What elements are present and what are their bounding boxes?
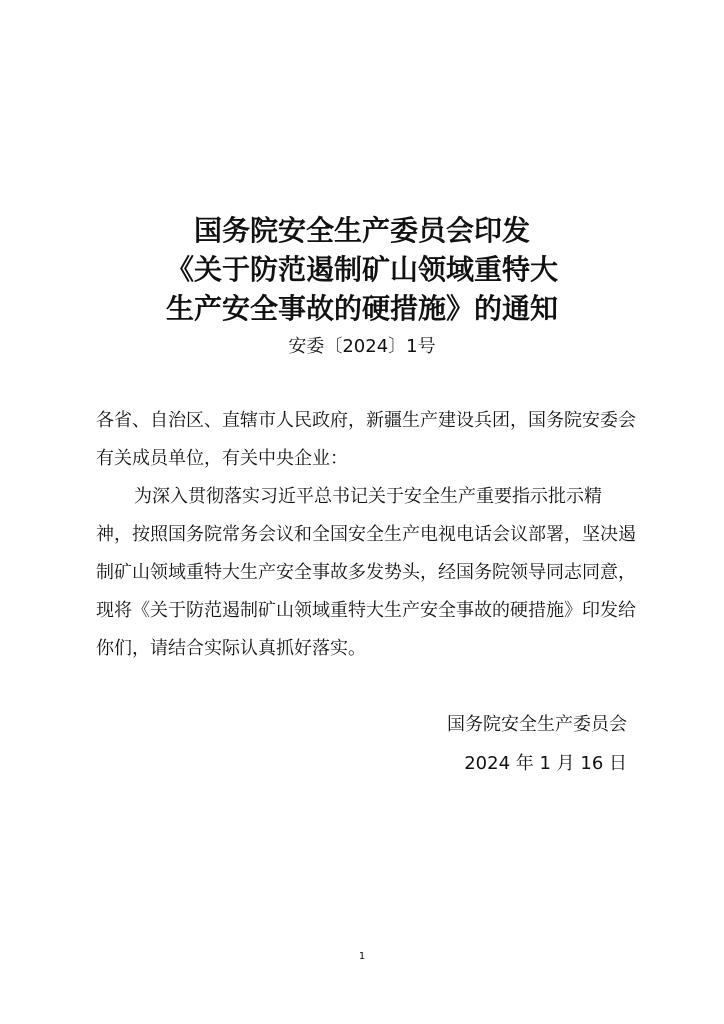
- document-number: 安委〔2024〕1号: [288, 336, 436, 357]
- title-line-2: 《关于防范遏制矿山领域重特大: [165, 253, 558, 286]
- page-number: 1: [358, 951, 366, 962]
- title-line-1: 国务院安全生产委员会印发: [193, 214, 530, 247]
- signature-block: [367, 705, 627, 783]
- salutation: 各省、自治区、直辖市人民政府，新疆生产建设兵团，国务院安委会有关成员单位，有关中央企业：: [96, 410, 636, 469]
- issuer-name: 国务院安全生产委员会: [447, 714, 627, 735]
- body-paragraph: 为深入贯彻落实习近平总书记关于安全生产重要指示批示精神，按照国务院常务会议和全国安全生产电视电话会议部署，坚决遏制矿山领域重特大生产安全事故多发势头，经国务院领导同志同意，现将《关于防范遏制矿山领域重特大生产安全事故的硬措施》印发给你们，请结合实际认真抓好落实。: [96, 486, 636, 659]
- title-line-3: 生产安全事故的硬措施》的通知: [165, 292, 558, 325]
- issue-date: 2024 年 1 月 16 日: [464, 753, 627, 774]
- document-body: [96, 402, 636, 668]
- document-title-block: [0, 211, 724, 361]
